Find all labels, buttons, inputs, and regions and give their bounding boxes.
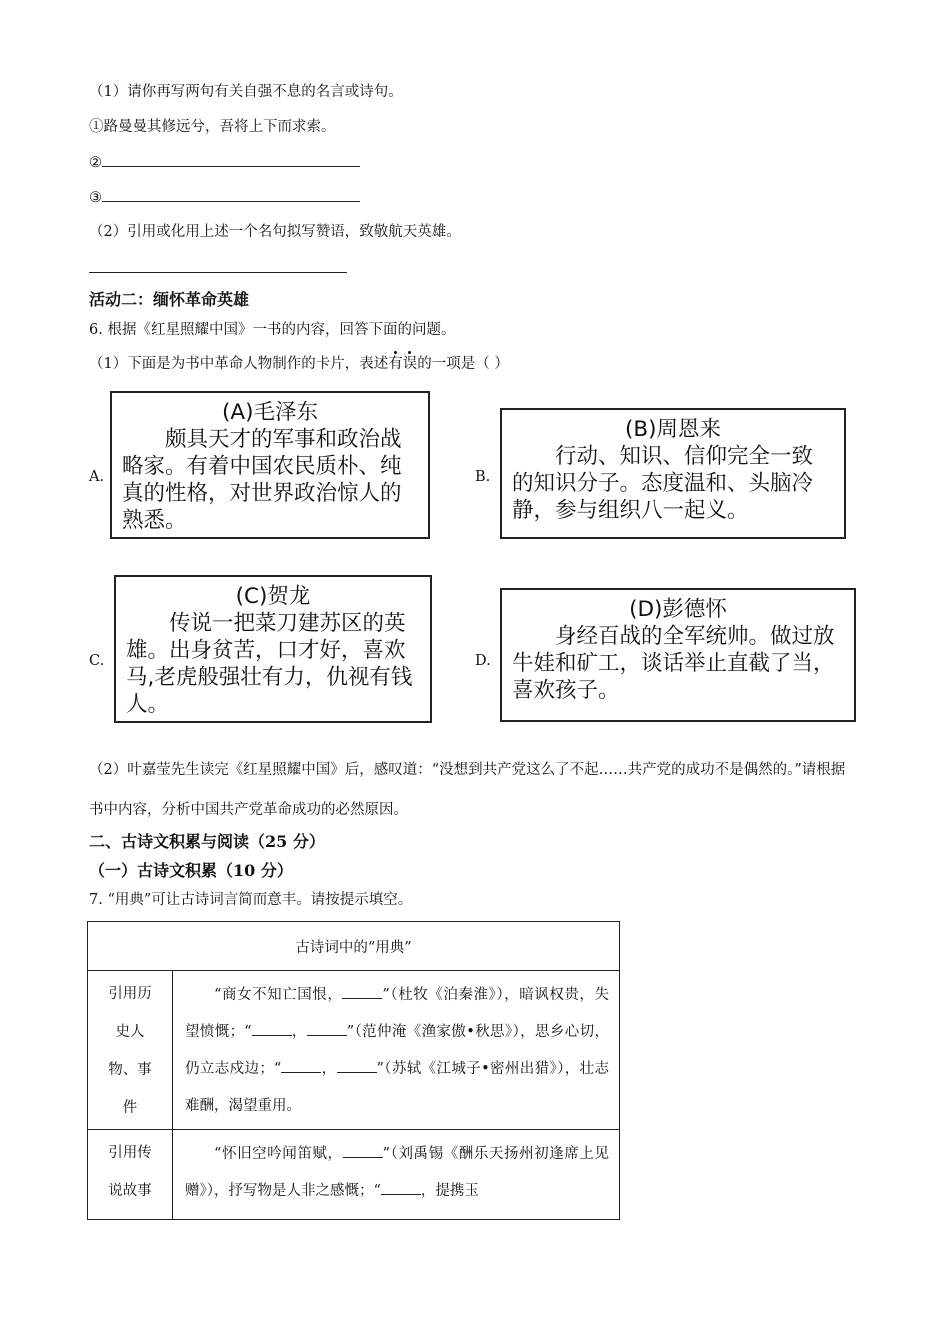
q7-stem: 7. “用典”可让古诗词言简而意丰。请按提示填空。 [89,892,413,908]
row1-text: “商女不知亡国恨， ”（杜牧《泊秦淮》），暗讽权贵，失望愤慨；“ ， ”（范仲淹《渔家傲•秋思》），思乡心切，仍立志戍边；“ ， ”（苏轼《江城子•密州出猎》），壮志难酬，渴望重用。 [173,971,620,1130]
row2-blank-2[interactable] [381,1180,421,1195]
option-a-body: 颇具天才的军事和政治战略家。有着中国农民质朴、纯真的性格，对世界政治惊人的熟悉。 [122,427,402,533]
q6-sub1-before: （1）下面是为书中革命人物制作的卡片，表述 [89,356,389,372]
row2-text: “怀旧空吟闻笛赋， ”（刘禹锡《酬乐天扬州初逢席上见赠》），抒写物是人非之感慨；“ ，提携玉 [173,1130,620,1220]
q5-item3-blank[interactable] [102,187,360,202]
row1-blank-4[interactable] [281,1058,321,1073]
row1-blank-2[interactable] [252,1021,292,1036]
option-c-title: (C)贺龙 [235,584,311,609]
q5-sub2: （2）引用或化用上述一个名句拟写赞语，致敬航天英雄。 [89,224,461,240]
section2-title: 二、古诗文积累与阅读（25 分） [89,832,325,851]
q6-sub1-dot2: 误 [402,356,418,372]
q5-item1: ①路曼曼其修远兮，吾将上下而求索。 [89,119,336,135]
option-b-title: (B)周恩来 [624,417,722,442]
section2-subtitle: （一）古诗文积累（10 分） [89,861,293,880]
row1-blank-3[interactable] [307,1021,347,1036]
option-a-title: (A)毛泽东 [222,400,318,425]
table-row [88,971,620,1130]
q6-sub1-dot1: 有 [388,356,403,372]
q5-item2-blank[interactable] [102,152,360,167]
activity2-title: 活动二：缅怀革命英雄 [89,290,250,309]
option-d-label[interactable]: D. [475,653,491,669]
option-d-body: 身经百战的全军统帅。做过放牛娃和矿工，谈话举止直截了当，喜欢孩子。 [512,624,835,703]
q5-answer-line[interactable] [89,272,347,273]
q5-item2 [89,152,360,173]
table-header: 古诗词中的“用典” [88,922,620,971]
option-b-body: 行动、知识、信仰完全一致的知识分子。态度温和、头脑冷静，参与组织八一起义。 [512,444,814,523]
row2-category: 引用传 说故事 [88,1130,173,1220]
table-row [88,1130,620,1220]
q6-stem: 6. 根据《红星照耀中国》一书的内容，回答下面的问题。 [89,322,456,338]
q5-item2-prefix: ② [89,155,102,171]
q6-sub1-after: 的一项是（ ） [417,356,509,372]
q5-sub1: （1）请你再写两句有关自强不息的名言或诗句。 [89,84,403,100]
option-b-label[interactable]: B. [475,469,491,485]
option-d-card[interactable] [500,588,856,722]
row1-category: 引用历 史人 物、事 件 [88,971,173,1130]
row1-blank-1[interactable] [342,984,382,999]
option-d-title: (D)彭德怀 [629,597,727,622]
row2-blank-1[interactable] [343,1143,383,1158]
option-b-card[interactable] [500,408,846,539]
option-c-label[interactable]: C. [89,653,105,669]
q5-item3-prefix: ③ [89,190,102,206]
allusion-table [87,921,620,1220]
row1-blank-5[interactable] [337,1058,377,1073]
q6-sub2: （2）叶嘉莹先生读完《红星照耀中国》后，感叹道：“没想到共产党这么了不起……共产党的成功不是偶然的。”请根据书中内容，分析中国共产党革命成功的必然原因。 [89,762,846,818]
option-a-card[interactable] [110,391,430,539]
option-a-label[interactable]: A. [89,469,105,485]
q5-item3 [89,187,360,208]
option-c-card[interactable] [114,575,432,723]
option-c-body: 传说一把菜刀建苏区的英雄。出身贫苦，口才好，喜欢马,老虎般强壮有力，仇视有钱人。 [126,611,413,717]
q6-sub1 [89,354,509,374]
